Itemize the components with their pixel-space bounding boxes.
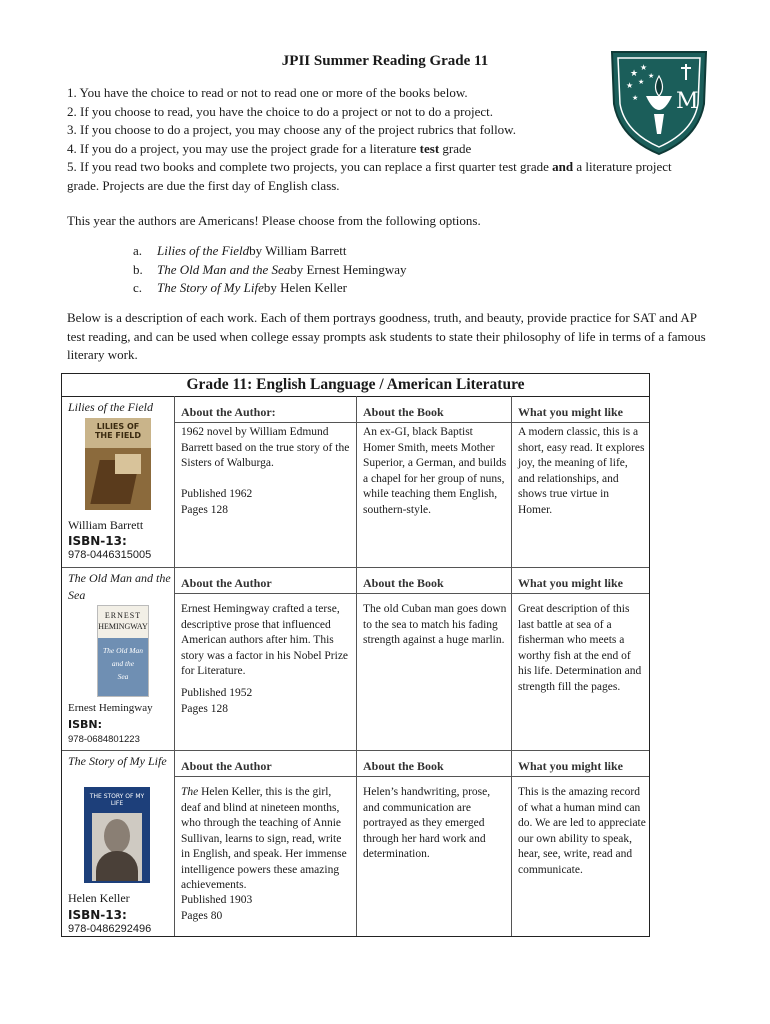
- book-cover-lilies: LILIES OF THE FIELD: [85, 418, 151, 510]
- book-author: Helen Keller: [68, 891, 130, 905]
- about-author-header: About the Author: [181, 759, 272, 773]
- svg-text:★: ★: [632, 94, 639, 102]
- row-divider: [62, 750, 649, 751]
- svg-text:★: ★: [648, 72, 655, 80]
- isbn-value: 978-0684801223: [68, 734, 140, 745]
- book-cover-story-of-my-life: THE STORY OF MY LIFE: [84, 787, 150, 883]
- option-c: c. The Story of My Life by Helen Keller: [133, 280, 347, 295]
- page-count: Pages 128: [181, 504, 228, 516]
- rule-3: 3. If you choose to do a project, you may choose any of the project rubrics that follow.: [67, 122, 516, 137]
- isbn-label: ISBN-13:: [68, 908, 127, 922]
- isbn-value: 978-0486292496: [68, 923, 152, 935]
- svg-text:★: ★: [638, 78, 645, 86]
- row-divider: [62, 567, 649, 568]
- what-you-might-like-text: A modern classic, this is a short, easy read. It explores joy, the meaning of life, and relationships, and shows true virtue in Homer.: [518, 426, 645, 516]
- svg-text:★: ★: [626, 81, 634, 90]
- instructions-list: [67, 84, 677, 195]
- rule-1: 1. You have the choice to read or not to read one or more of the books below.: [67, 85, 468, 100]
- rule-2: 2. If you choose to read, you have the choice to do a project or not to do a project.: [67, 103, 493, 119]
- option-b: b. The Old Man and the Sea by Ernest Hemingway: [133, 261, 407, 277]
- header-divider: [174, 593, 649, 594]
- what-you-might-like-header: What you might like: [518, 405, 624, 419]
- rule-5: 5. If you read two books and complete two projects, you can replace a first quarter test grade and a literature project grade. Projects are due the first day of English class.: [67, 159, 672, 193]
- book-title: The Old Man and the Sea: [68, 571, 171, 602]
- isbn-value: 978-0446315005: [68, 549, 152, 561]
- svg-text:M: M: [676, 89, 699, 114]
- published-year: Published 1952: [181, 687, 253, 699]
- column-divider: [511, 396, 512, 936]
- table-title: Grade 11: English Language / American Literature: [62, 374, 649, 397]
- book-author: William Barrett: [68, 518, 144, 532]
- what-you-might-like-header: What you might like: [518, 576, 624, 590]
- header-divider: [174, 422, 649, 423]
- column-divider: [174, 396, 175, 936]
- about-book-text: The old Cuban man goes down to the sea to match his fading strength against a huge marlin.: [363, 603, 507, 646]
- book-author: Ernest Hemingway: [68, 702, 153, 714]
- about-book-header: About the Book: [363, 405, 444, 419]
- rule-4: 4. If you do a project, you may use the project grade for a literature test grade: [67, 140, 472, 156]
- what-you-might-like-text: This is the amazing record of what a human mind can do. We are led to appreciate our own ability to speak, hear, see, write, read and communicate.: [518, 786, 646, 876]
- published-year: Published 1962: [181, 488, 253, 500]
- description-text: Below is a description of each work. Each of them portrays goodness, truth, and beauty, provide practice for SAT and AP test reading, and can be used when college essay prompts ask students to state their philosophy of life in terms of a famous literary work.: [67, 310, 706, 362]
- about-author-header: About the Author:: [181, 405, 276, 419]
- intro-text: This year the authors are Americans! Please choose from the following options.: [67, 213, 481, 228]
- header-divider: [174, 776, 649, 777]
- book-options-list: [133, 242, 407, 298]
- book-table: [61, 373, 650, 937]
- about-book-header: About the Book: [363, 576, 444, 590]
- about-author-header: About the Author: [181, 576, 272, 590]
- book-cover-old-man: ERNEST HEMINGWAY The Old Man and the Sea: [97, 605, 149, 697]
- column-divider: [356, 396, 357, 936]
- about-book-text: An ex-GI, black Baptist Homer Smith, meets Mother Superior, a German, and builds a chapel for her group of nuns, while teaching them English, southern-style.: [363, 426, 507, 516]
- about-book-header: About the Book: [363, 759, 444, 773]
- published-year: Published 1903: [181, 894, 253, 906]
- svg-text:★: ★: [630, 69, 639, 79]
- option-a: a. Lilies of the Field by William Barrett: [133, 243, 347, 258]
- about-book-text: Helen’s handwriting, prose, and communication are portrayed as they emerged through her hard work and determination.: [363, 786, 491, 860]
- book-title: The Story of My Life: [68, 754, 167, 768]
- about-author-text: Ernest Hemingway crafted a terse, descriptive prose that influenced American authors after him. This story was a factor in his Nobel Prize for Literature.: [181, 603, 349, 677]
- about-author-text: The Helen Keller, this is the girl, deaf and blind at nineteen months, who through the teaching of Annie Sullivan, learns to sign, read, write in English, and speak. Her immense intelligence powers these amazing achievements.: [181, 786, 347, 891]
- page-title: JPII Summer Reading Grade 11: [281, 53, 489, 69]
- book-title: Lilies of the Field: [68, 400, 153, 414]
- isbn-label: ISBN:: [68, 718, 103, 731]
- about-author-text: 1962 novel by William Edmund Barrett based on the true story of the Sisters of Walburga.: [181, 426, 350, 469]
- what-you-might-like-header: What you might like: [518, 759, 624, 773]
- what-you-might-like-text: Great description of this last battle at sea of a fisherman who meets a worthy fish at the end of his life. Determination and strength fill the pages.: [518, 603, 642, 693]
- isbn-label: ISBN-13:: [68, 534, 127, 548]
- page-count: Pages 128: [181, 703, 228, 715]
- svg-text:★: ★: [640, 63, 648, 72]
- page-count: Pages 80: [181, 910, 223, 922]
